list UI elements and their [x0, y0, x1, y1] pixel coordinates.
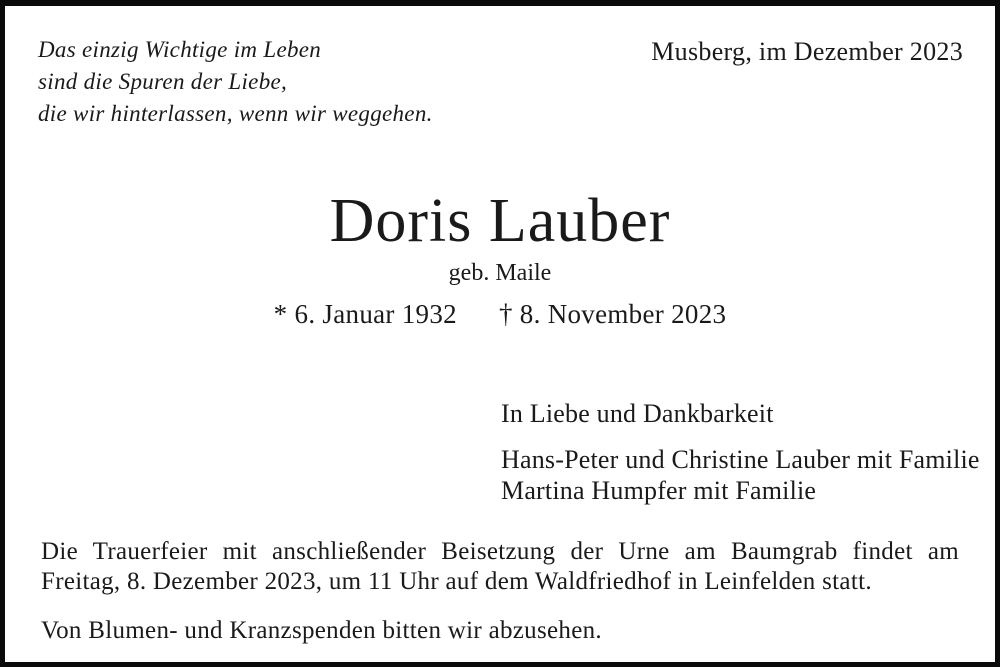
maiden-name: geb. Maile: [448, 260, 552, 286]
deceased-name: Doris Lauber: [329, 187, 671, 255]
place-and-date: Musberg, im Dezember 2023: [651, 37, 963, 66]
life-dates: [5, 299, 995, 330]
funeral-info-line-2: Freitag, 8. Dezember 2023, um 11 Uhr auf dem Waldfriedhof in Leinfelden statt.: [41, 568, 872, 595]
birth-date: * 6. Januar 1932: [273, 299, 457, 329]
funeral-info: [41, 537, 959, 645]
mourner-name-1: Hans-Peter und Christine Lauber mit Familie: [501, 445, 980, 474]
death-date: † 8. November 2023: [498, 299, 727, 329]
motto-line-1: Das einzig Wichtige im Leben: [38, 37, 322, 62]
mourner-name-2: Martina Humpfer mit Familie: [501, 476, 817, 505]
memorial-motto: [38, 34, 433, 130]
motto-line-2: sind die Spuren der Liebe,: [38, 69, 288, 94]
motto-line-3: die wir hinterlassen, wenn wir weggehen.: [38, 101, 433, 126]
mourners-block: [501, 399, 980, 506]
flowers-note: Von Blumen- und Kranzspenden bitten wir abzusehen.: [41, 617, 602, 644]
funeral-info-line-1: Die Trauerfeier mit anschließender Beisetzung der Urne am Baumgrab findet am: [41, 538, 959, 565]
mourners-intro: In Liebe und Dankbarkeit: [501, 399, 774, 428]
